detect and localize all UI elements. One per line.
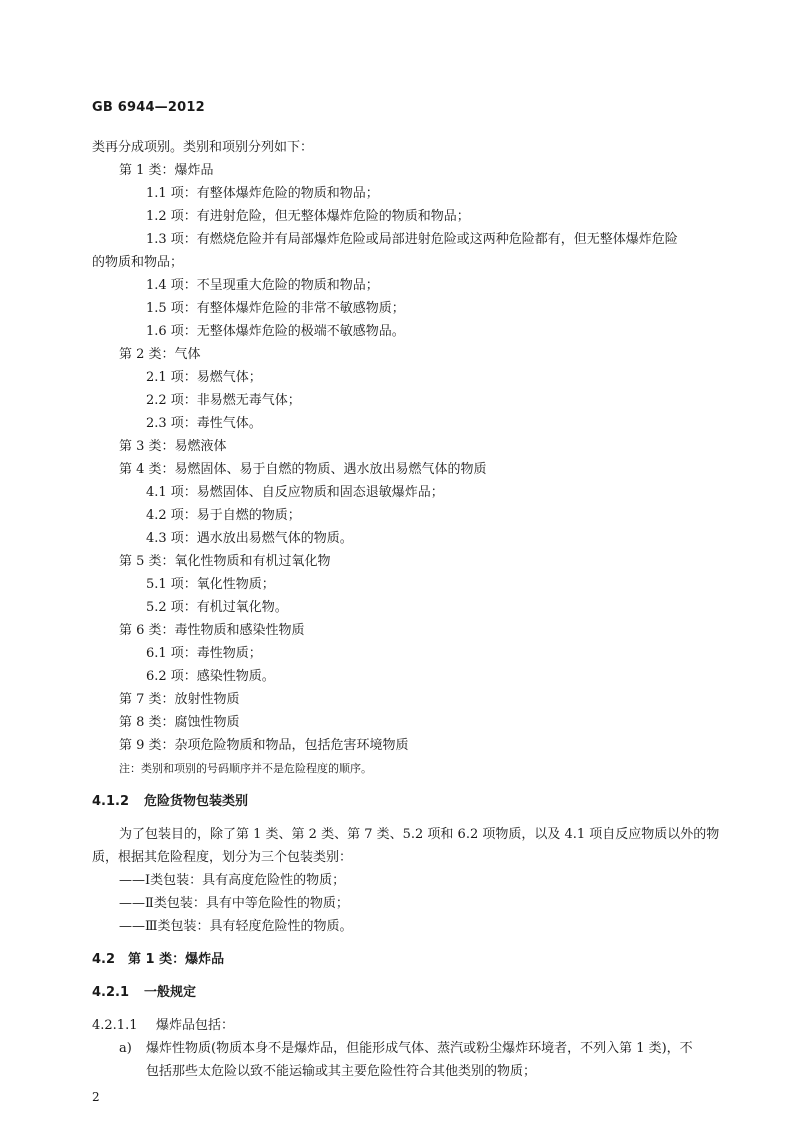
division-1-4: 1.4 项：不呈现重大危险的物质和物品； <box>146 278 379 293</box>
standard-code-header: GB 6944—2012 <box>92 100 205 115</box>
page-number: 2 <box>92 1090 100 1104</box>
class-8: 第 8 类：腐蚀性物质 <box>119 715 240 730</box>
class-4: 第 4 类：易燃固体、易于自燃的物质、遇水放出易燃气体的物质 <box>119 462 487 477</box>
classification-note: 注：类别和项别的号码顺序并不是危险程度的顺序。 <box>119 762 372 775</box>
division-4-1: 4.1 项：易燃固体、自反应物质和固态退敏爆炸品； <box>146 485 444 500</box>
packing-group-3: ——Ⅲ类包装：具有轻度危险性的物质。 <box>119 919 353 934</box>
division-1-3-cont: 的物质和物品； <box>92 255 184 270</box>
clause-text: 爆炸品包括： <box>156 1018 235 1033</box>
section-number: 4.2.1 <box>92 985 130 1000</box>
division-1-2: 1.2 项：有进射危险，但无整体爆炸危险的物质和物品； <box>146 209 470 224</box>
division-1-6: 1.6 项：无整体爆炸危险的极端不敏感物品。 <box>146 324 405 339</box>
packing-group-1: ——Ⅰ类包装：具有高度危险性的物质； <box>119 873 346 888</box>
division-1-5: 1.5 项：有整体爆炸危险的非常不敏感物质； <box>146 301 405 316</box>
section-number: 4.1.2 <box>92 794 130 809</box>
division-5-2: 5.2 项：有机过氧化物。 <box>146 600 288 615</box>
division-2-3: 2.3 项：毒性气体。 <box>146 416 262 431</box>
list-item-a <box>119 1041 693 1057</box>
division-5-1: 5.1 项：氧化性物质； <box>146 577 275 592</box>
clause-number: 4.2.1.1 <box>92 1018 138 1033</box>
division-6-2: 6.2 项：感染性物质。 <box>146 669 275 684</box>
division-4-2: 4.2 项：易于自燃的物质； <box>146 508 301 523</box>
class-3: 第 3 类：易燃液体 <box>119 439 227 454</box>
division-6-1: 6.1 项：毒性物质； <box>146 646 262 661</box>
class-2: 第 2 类：气体 <box>119 347 201 362</box>
packing-group-2: ——Ⅱ类包装：具有中等危险性的物质； <box>119 896 349 911</box>
clause-4-2-1-1 <box>92 1018 234 1034</box>
class-5: 第 5 类：氧化性物质和有机过氧化物 <box>119 554 331 569</box>
list-item-text: 爆炸性物质(物质本身不是爆炸品，但能形成气体、蒸汽或粉尘爆炸环境者，不列入第 1 类)，不 <box>146 1041 693 1056</box>
division-2-2: 2.2 项：非易燃无毒气体； <box>146 393 301 408</box>
section-number: 4.2 <box>92 952 116 967</box>
list-item-a-cont: 包括那些太危险以致不能运输或其主要危险性符合其他类别的物质； <box>146 1064 537 1079</box>
class-6: 第 6 类：毒性物质和感染性物质 <box>119 623 305 638</box>
division-4-3: 4.3 项：遇水放出易燃气体的物质。 <box>146 531 353 546</box>
division-1-3: 1.3 项：有燃烧危险并有局部爆炸危险或局部进射危险或这两种危险都有，但无整体爆炸危险 <box>146 232 678 247</box>
intro-line: 类再分成项别。类别和项别分列如下： <box>92 140 314 155</box>
list-label: a) <box>119 1041 132 1056</box>
section-title: 一般规定 <box>144 985 197 1000</box>
section-4-2-heading <box>92 952 224 968</box>
division-1-1: 1.1 项：有整体爆炸危险的物质和物品； <box>146 186 379 201</box>
section-4-2-1-heading <box>92 985 196 1001</box>
section-title: 第 1 类：爆炸品 <box>128 952 225 967</box>
packing-para-line-1: 为了包装目的，除了第 1 类、第 2 类、第 7 类、5.2 项和 6.2 项物质，以及 4.1 项自反应物质以外的物 <box>119 827 720 842</box>
section-title: 危险货物包装类别 <box>144 794 249 809</box>
section-4-1-2-heading <box>92 794 248 810</box>
class-7: 第 7 类：放射性物质 <box>119 692 240 707</box>
division-2-1: 2.1 项：易燃气体； <box>146 370 262 385</box>
packing-para-line-2: 质，根据其危险程度，划分为三个包装类别： <box>92 850 353 865</box>
class-9: 第 9 类：杂项危险物质和物品，包括危害环境物质 <box>119 738 409 753</box>
class-1: 第 1 类：爆炸品 <box>119 163 214 178</box>
